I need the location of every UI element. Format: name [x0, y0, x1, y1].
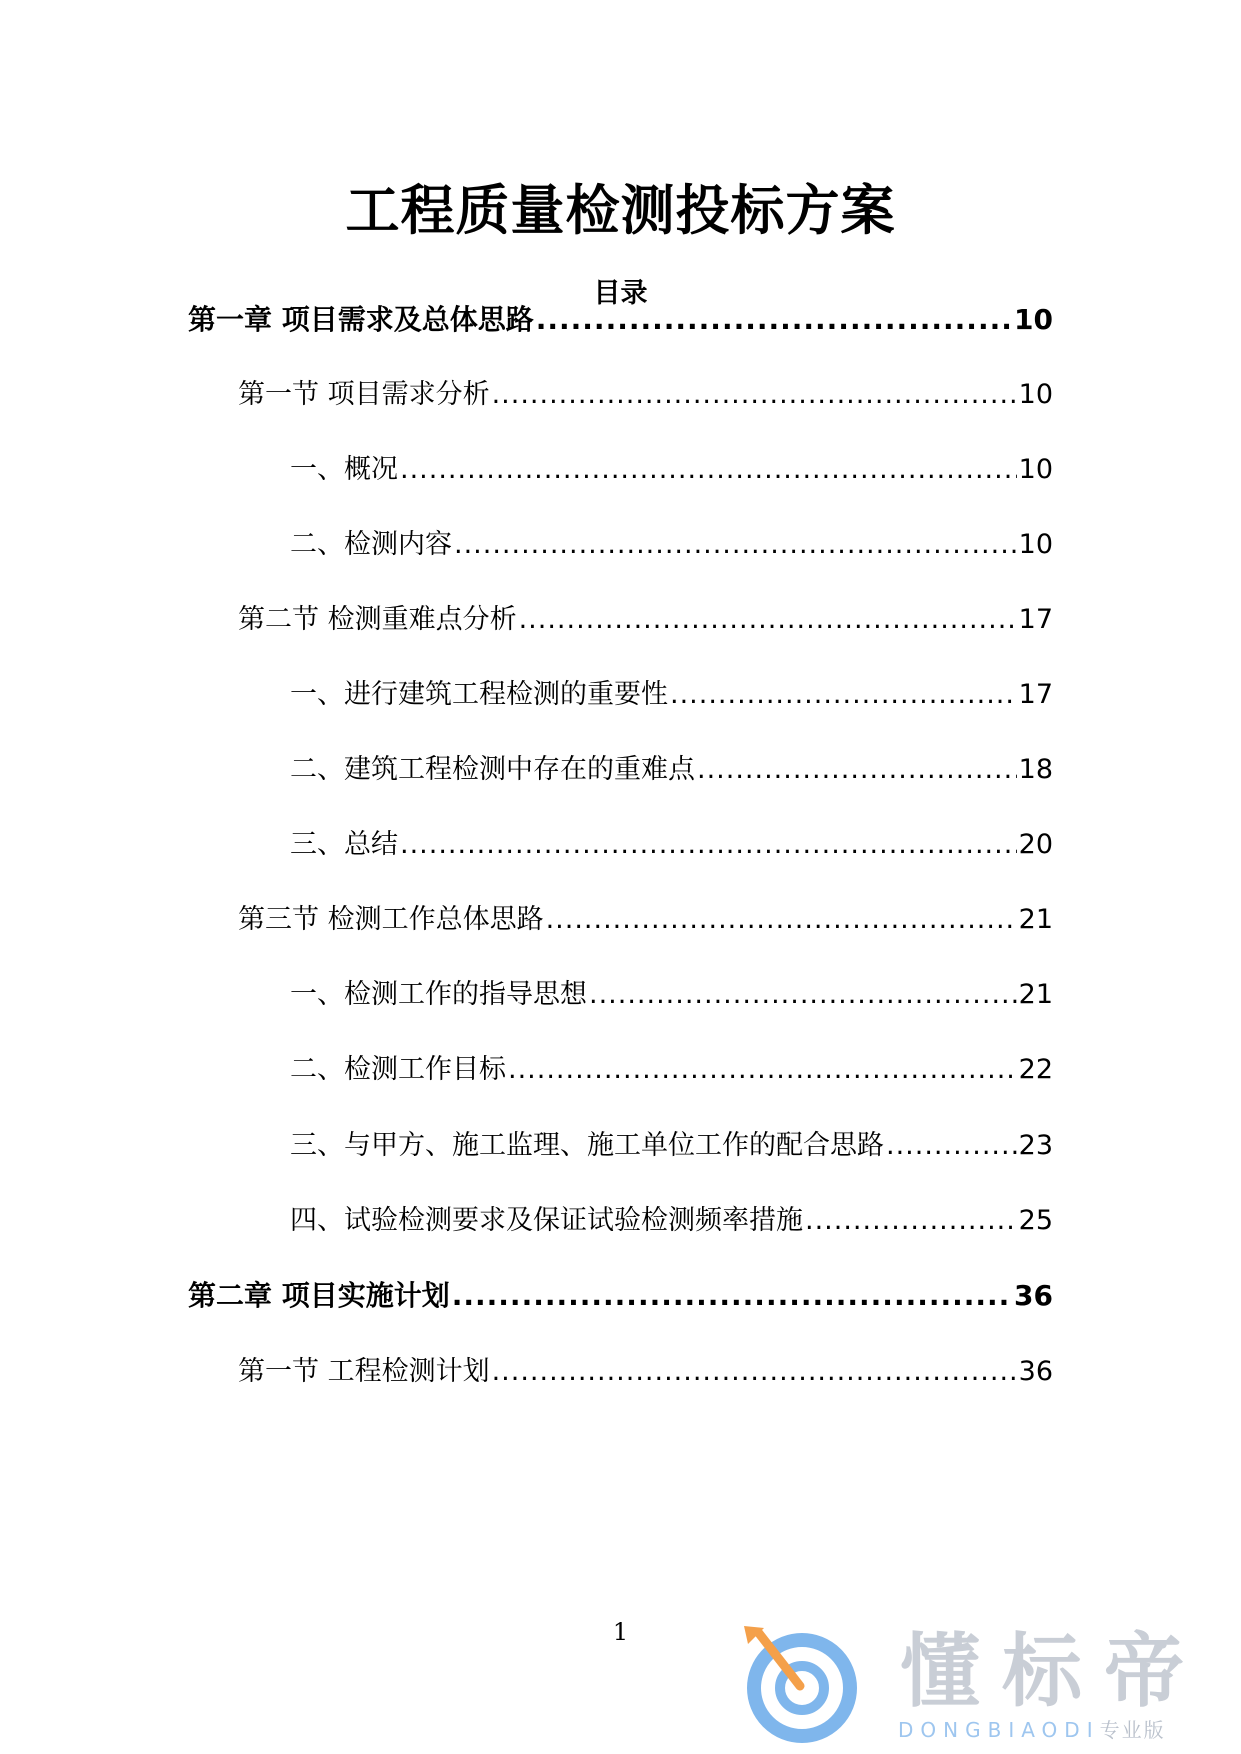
toc-entry-label: 三、总结: [290, 829, 398, 860]
toc-entry-page: 36: [1018, 1356, 1053, 1387]
toc-entry-label: 二、检测内容: [290, 529, 452, 560]
toc-entry[interactable]: [238, 375, 1053, 415]
toc-entry-label: 一、进行建筑工程检测的重要性: [290, 679, 668, 710]
toc-entry[interactable]: [238, 900, 1053, 940]
toc-entry-page: 10: [1018, 379, 1053, 410]
document-title: 工程质量检测投标方案: [345, 179, 896, 242]
toc-entry-page: 22: [1018, 1054, 1053, 1085]
toc-leader-dots: [697, 750, 1017, 790]
toc-entry[interactable]: [290, 1050, 1053, 1090]
toc-leader-dots: [886, 1126, 1017, 1166]
toc-entry-page: 23: [1018, 1130, 1053, 1161]
toc-entry[interactable]: [188, 300, 1053, 340]
toc-entry[interactable]: [290, 825, 1053, 865]
toc-entry-page: 17: [1018, 604, 1053, 635]
toc-leader-dots: [452, 1276, 1012, 1316]
toc-leader-dots: [454, 525, 1017, 565]
toc-entry[interactable]: [290, 525, 1053, 565]
toc-entry[interactable]: [290, 750, 1053, 790]
toc-leader-dots: [536, 300, 1012, 340]
toc-leader-dots: [670, 675, 1017, 715]
toc-entry-label: 三、与甲方、施工监理、施工单位工作的配合思路: [290, 1130, 884, 1161]
toc-entry-label: 第一节 项目需求分析: [238, 379, 490, 410]
toc-leader-dots: [546, 900, 1017, 940]
toc-entry-label: 一、检测工作的指导思想: [290, 979, 587, 1010]
toc-leader-dots: [508, 1050, 1017, 1090]
toc-entry-page: 10: [1018, 454, 1053, 485]
toc-entry[interactable]: [290, 675, 1053, 715]
toc-leader-dots: [519, 600, 1017, 640]
toc-entry-page: 21: [1018, 979, 1053, 1010]
toc-entry[interactable]: [290, 1201, 1053, 1241]
toc-entry-page: 10: [1018, 529, 1053, 560]
toc-entry-label: 第一节 工程检测计划: [238, 1356, 490, 1387]
target-logo-icon: [740, 1626, 890, 1744]
toc-entry-page: 36: [1014, 1279, 1053, 1312]
toc-entry[interactable]: [290, 975, 1053, 1015]
toc-entry[interactable]: [238, 600, 1053, 640]
toc-entry-label: 第二节 检测重难点分析: [238, 604, 517, 635]
toc-entry-page: 17: [1018, 679, 1053, 710]
toc-entry-label: 第三节 检测工作总体思路: [238, 904, 544, 935]
toc-leader-dots: [492, 1352, 1017, 1392]
toc-entry[interactable]: [188, 1276, 1053, 1316]
toc-leader-dots: [400, 450, 1017, 490]
toc-entry-label: 第一章 项目需求及总体思路: [188, 303, 534, 336]
toc-entry-label: 第二章 项目实施计划: [188, 1279, 450, 1312]
brand-watermark: [740, 1626, 1220, 1744]
toc-entry-label: 二、建筑工程检测中存在的重难点: [290, 754, 695, 785]
toc-entry-label: 四、试验检测要求及保证试验检测频率措施: [290, 1205, 803, 1236]
toc-heading: 目录: [593, 278, 648, 309]
toc-entry-label: 二、检测工作目标: [290, 1054, 506, 1085]
toc-entry[interactable]: [290, 1126, 1053, 1166]
toc-leader-dots: [589, 975, 1017, 1015]
toc-leader-dots: [400, 825, 1017, 865]
watermark-brand-text: 懂标帝: [900, 1625, 1206, 1718]
watermark-pinyin: DONGBIAODI: [898, 1718, 1100, 1742]
toc-leader-dots: [492, 375, 1017, 415]
page-number: 1: [612, 1618, 629, 1646]
watermark-edition: 专业版: [1099, 1718, 1166, 1742]
toc-entry[interactable]: [238, 1352, 1053, 1392]
toc-entry-label: 一、概况: [290, 454, 398, 485]
watermark-subtitle: [898, 1718, 1166, 1742]
toc-entry-page: 10: [1014, 303, 1053, 336]
toc-entry-page: 21: [1018, 904, 1053, 935]
toc-entry-page: 25: [1018, 1205, 1053, 1236]
toc-entry-page: 18: [1018, 754, 1053, 785]
toc-leader-dots: [805, 1201, 1017, 1241]
toc-entry[interactable]: [290, 450, 1053, 490]
toc-entry-page: 20: [1018, 829, 1053, 860]
